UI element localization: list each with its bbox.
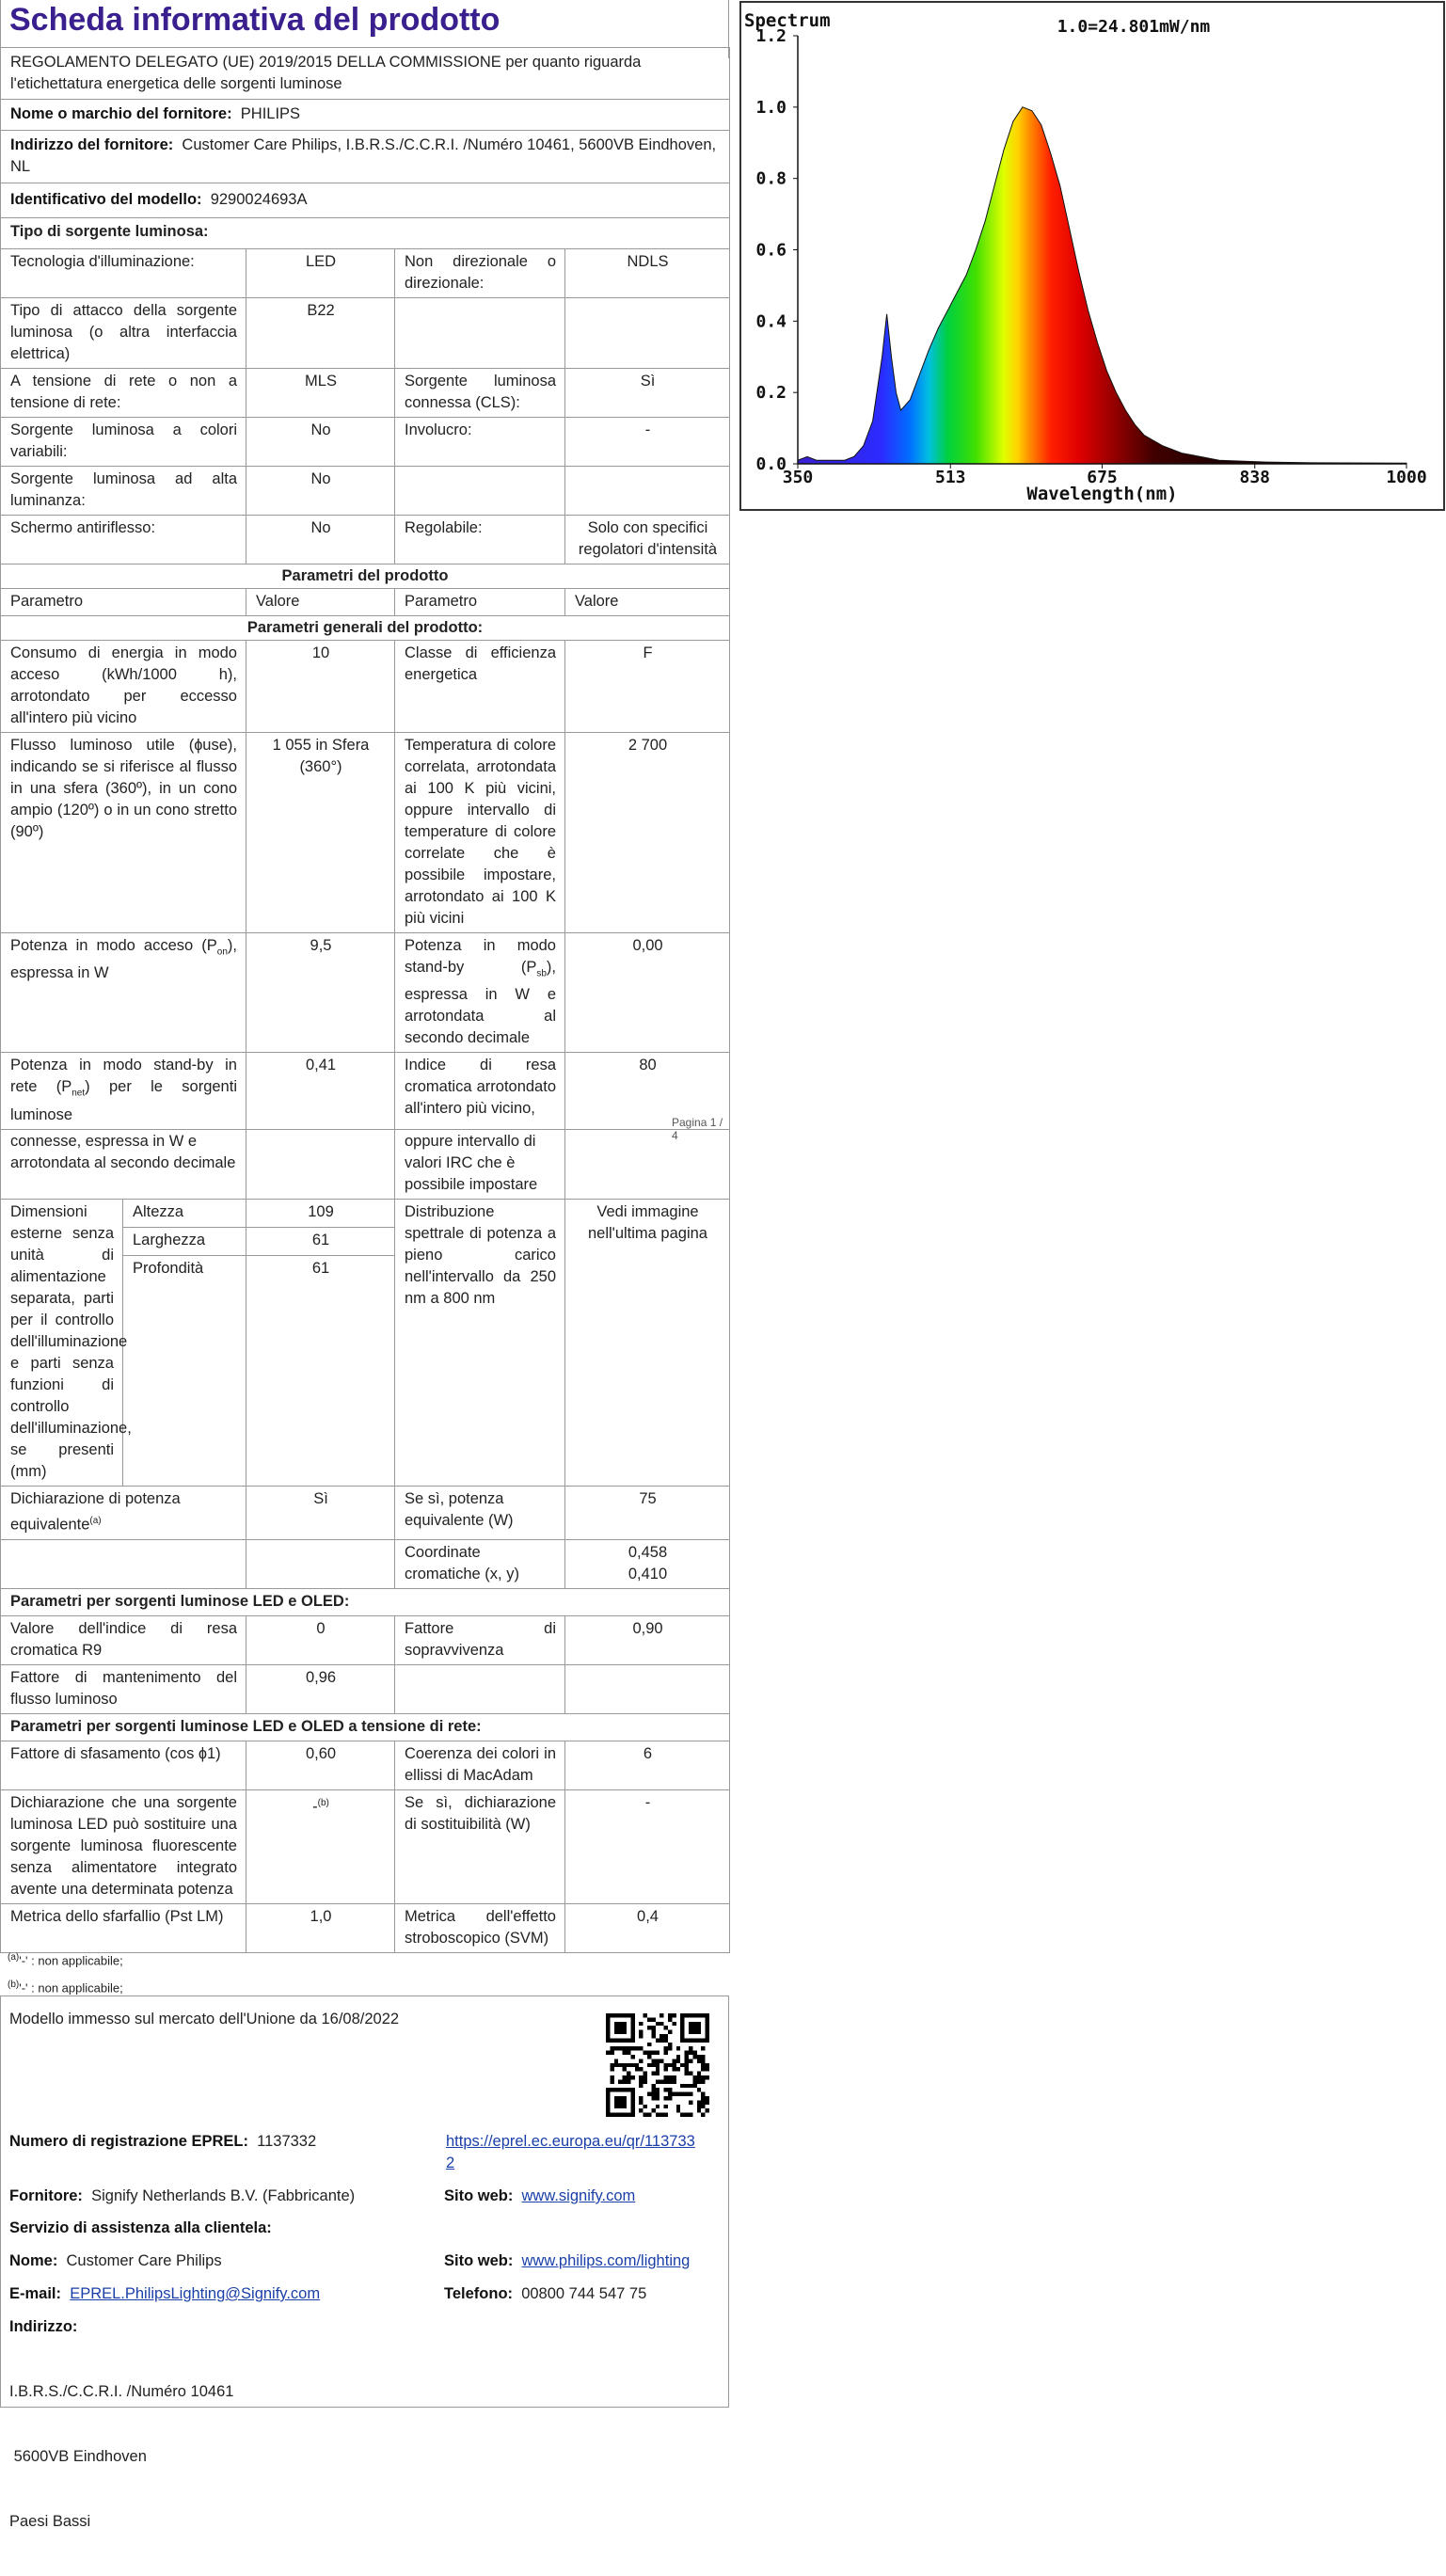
table-row bbox=[1, 516, 730, 564]
cell: Sì bbox=[565, 369, 730, 418]
spectral-value: Vedi immagine nell'ultima pagina bbox=[565, 1200, 730, 1487]
cell: 2 700 bbox=[565, 733, 730, 933]
cell: 80 bbox=[565, 1053, 730, 1129]
cell: Tipo di attacco della sorgente luminosa (o altra interfaccia elettrica) bbox=[1, 298, 246, 369]
email-row: E-mail: EPREL.PhilipsLighting@Signify.com bbox=[9, 2285, 321, 2302]
cell bbox=[395, 467, 565, 516]
cell: 0,4 bbox=[565, 1903, 730, 1952]
cell: 0 bbox=[246, 1615, 395, 1664]
cell: Potenza in modo stand-by $(P_{sb})$, espressa in W e arrotondata al secondo decimale bbox=[395, 933, 565, 1053]
table-row bbox=[1, 1741, 730, 1789]
source-type-heading: Tipo di sorgente luminosa: bbox=[1, 218, 730, 249]
cell: LED bbox=[246, 249, 395, 298]
cell: Coerenza dei colori in ellissi di MacAdam bbox=[395, 1741, 565, 1789]
cell: 10 bbox=[246, 641, 395, 733]
cell: Coordinate cromatiche (x, y) bbox=[395, 1539, 565, 1588]
cell: Involucro: bbox=[395, 418, 565, 467]
cell: 1 055 in Sfera (360°) bbox=[246, 733, 395, 933]
market-text: Modello immesso sul mercato dell'Unione da 16/08/2022 bbox=[9, 2011, 400, 2027]
table-row bbox=[1, 933, 730, 1053]
spectral-label: Distribuzione spettrale di potenza a pieno carico nell'intervallo da 250 nm a 800 nm bbox=[395, 1200, 565, 1487]
dimensions-label: Dimensioni esterne senza unità di alimentazione separata, parti per il controllo dell'illuminazione e parti senza funzioni di controllo dell'illuminazione, se presenti (mm) bbox=[1, 1200, 123, 1487]
table-row bbox=[1, 418, 730, 467]
cell: 0,96 bbox=[246, 1664, 395, 1713]
eprel-link[interactable]: https://eprel.ec.europa.eu/qr/1137332 bbox=[446, 2133, 695, 2171]
cell: Flusso luminoso utile (ɸuse), indicando se si riferisce al flusso in una sfera (360º), in un cono ampio (120º) o in un cono stretto (90º) bbox=[1, 733, 246, 933]
cell: No bbox=[246, 418, 395, 467]
note: $^{(a)}$'-' : non applicabile; bbox=[8, 1952, 123, 1968]
column-header-row bbox=[1, 589, 730, 616]
page-number: Pagina 1 / 4 bbox=[672, 1116, 723, 1142]
cell: Classe di efficienza energetica bbox=[395, 641, 565, 733]
cell: Se sì, potenza equivalente (W) bbox=[395, 1487, 565, 1540]
cell: Potenza in modo acceso $(P_{on})$, espressa in W bbox=[1, 933, 246, 1053]
model-row: Identificativo del modello: 9290024693A bbox=[1, 183, 730, 218]
cell bbox=[565, 1664, 730, 1713]
cell: oppure intervallo di valori IRC che è possibile impostare bbox=[395, 1129, 565, 1200]
address-lines: I.B.R.S./C.C.R.I. /Numéro 10461 5600VB Eindhoven Paesi Bassi bbox=[9, 2383, 234, 2530]
address-row: Indirizzo del fornitore: Customer Care Philips, I.B.R.S./C.C.R.I. /Numéro 10461, 5600VB Eindhoven, NL bbox=[1, 131, 730, 183]
x-axis-label: Wavelength(nm) bbox=[1026, 484, 1178, 504]
phone-row: Telefono: 00800 744 547 75 bbox=[444, 2285, 647, 2302]
website-link[interactable]: www.signify.com bbox=[521, 2187, 636, 2204]
col-header: Parametro bbox=[1, 589, 246, 616]
notes bbox=[8, 1946, 123, 2001]
col-header: Valore bbox=[565, 589, 730, 616]
cell: Sorgente luminosa ad alta luminanza: bbox=[1, 467, 246, 516]
info-table-page2 bbox=[0, 1129, 730, 1953]
params-heading: Parametri del prodotto bbox=[1, 564, 730, 589]
cell: Consumo di energia in modo acceso (kWh/1000 h), arrotondato per eccesso all'intero più vicino bbox=[1, 641, 246, 733]
table-row bbox=[1, 1789, 730, 1903]
cell: A tensione di rete o non a tensione di rete: bbox=[1, 369, 246, 418]
supplier-row: Nome o marchio del fornitore: PHILIPS bbox=[1, 100, 730, 131]
regulation-text: REGOLAMENTO DELEGATO (UE) 2019/2015 DELLA COMMISSIONE per quanto riguarda l'etichettatura energetica delle sorgenti luminose bbox=[1, 48, 730, 100]
note: $^{(b)}$'-' : non applicabile; bbox=[8, 1980, 123, 1996]
table-row bbox=[1, 1664, 730, 1713]
cell bbox=[1, 1539, 246, 1588]
cell: Fattore di mantenimento del flusso luminoso bbox=[1, 1664, 246, 1713]
cell: 1,0 bbox=[246, 1903, 395, 1952]
general-heading: Parametri generali del prodotto: bbox=[1, 616, 730, 641]
cell bbox=[246, 1539, 395, 1588]
cell: Indice di resa cromatica arrotondato all'intero più vicino, bbox=[395, 1053, 565, 1129]
cell: Fattore di sfasamento (cos ɸ1) bbox=[1, 1741, 246, 1789]
cell: Temperatura di colore correlata, arrotondata ai 100 K più vicini, oppure intervallo di temperature di colore correlate che è possibile impostare, arrotondato ai 100 K più vicini bbox=[395, 733, 565, 933]
cell: Sorgente luminosa connessa (CLS): bbox=[395, 369, 565, 418]
table-row bbox=[1, 249, 730, 298]
cell: connesse, espressa in W e arrotondata al secondo decimale bbox=[1, 1129, 246, 1200]
supplier-footer-row: Fornitore: Signify Netherlands B.V. (Fabbricante) bbox=[9, 2187, 356, 2204]
cell: 75 bbox=[565, 1487, 730, 1540]
col-header: Valore bbox=[246, 589, 395, 616]
cell: -$^{(b)}$ bbox=[246, 1789, 395, 1903]
cell: Metrica dell'effetto stroboscopico (SVM) bbox=[395, 1903, 565, 1952]
type-rows bbox=[1, 249, 730, 564]
cell: 9,5 bbox=[246, 933, 395, 1053]
mains-heading: Parametri per sorgenti luminose LED e OLED a tensione di rete: bbox=[1, 1713, 730, 1741]
cell: Metrica dello sfarfallio (Pst LM) bbox=[1, 1903, 246, 1952]
cell: 6 bbox=[565, 1741, 730, 1789]
cell: Fattore di sopravvivenza bbox=[395, 1615, 565, 1664]
cell bbox=[395, 298, 565, 369]
y-tick-label: 0.4 bbox=[755, 311, 787, 332]
philips-link[interactable]: www.philips.com/lighting bbox=[521, 2252, 691, 2269]
page-title: Scheda informativa del prodotto bbox=[9, 2, 501, 38]
cell bbox=[395, 1664, 565, 1713]
y-tick-label: 0.8 bbox=[755, 168, 787, 189]
y-tick-label: 1.0 bbox=[755, 97, 787, 118]
chart-annotation: 1.0=24.801mW/nm bbox=[1057, 17, 1211, 37]
cell: Solo con specifici regolatori d'intensità bbox=[565, 516, 730, 564]
table-row bbox=[1, 1487, 730, 1540]
table-row bbox=[1, 733, 730, 933]
x-tick-label: 1000 bbox=[1386, 468, 1427, 487]
address-label: Indirizzo: bbox=[9, 2318, 78, 2335]
y-tick-label: 0.0 bbox=[755, 454, 787, 474]
cell: Dichiarazione che una sorgente luminosa LED può sostituire una sorgente luminosa fluorescente senza alimentatore integrato avente una determinata potenza bbox=[1, 1789, 246, 1903]
cell: Se sì, dichiarazione di sostituibilità (W) bbox=[395, 1789, 565, 1903]
cell: Tecnologia d'illuminazione: bbox=[1, 249, 246, 298]
col-header: Parametro bbox=[395, 589, 565, 616]
cell: F bbox=[565, 641, 730, 733]
y-tick-label: 1.2 bbox=[755, 26, 787, 46]
website-row: Sito web: www.signify.com bbox=[444, 2187, 636, 2204]
cell: Valore dell'indice di resa cromatica R9 bbox=[1, 1615, 246, 1664]
cell: Schermo antiriflesso: bbox=[1, 516, 246, 564]
cell: No bbox=[246, 467, 395, 516]
table-row bbox=[1, 369, 730, 418]
dim-value: 109 bbox=[246, 1200, 395, 1228]
cell: Non direzionale o direzionale: bbox=[395, 249, 565, 298]
info-table bbox=[0, 47, 730, 1130]
cell: - bbox=[565, 418, 730, 467]
y-tick-label: 0.6 bbox=[755, 240, 787, 261]
table-row bbox=[1, 1615, 730, 1664]
table-row bbox=[1, 467, 730, 516]
cell: - bbox=[565, 1789, 730, 1903]
qr-code-icon bbox=[606, 2013, 709, 2117]
mains-rows bbox=[1, 1741, 730, 1952]
cell: Regolabile: bbox=[395, 516, 565, 564]
cell: Sorgente luminosa a colori variabili: bbox=[1, 418, 246, 467]
service-heading: Servizio di assistenza alla clientela: bbox=[9, 2219, 272, 2236]
cell: Potenza in modo stand-by in rete $(P_{net})$ per le sorgenti luminose bbox=[1, 1053, 246, 1129]
cell: 0,60 bbox=[246, 1741, 395, 1789]
x-tick-label: 350 bbox=[782, 468, 814, 487]
spectrum-chart bbox=[739, 0, 1446, 522]
eprel-row: Numero di registrazione EPREL: 1137332 bbox=[9, 2133, 317, 2150]
cell: 0,90 bbox=[565, 1615, 730, 1664]
cell bbox=[565, 1129, 730, 1200]
general-rows bbox=[1, 641, 730, 1130]
cell: NDLS bbox=[565, 249, 730, 298]
dim-label: Altezza bbox=[123, 1200, 246, 1228]
website-row-2: Sito web: www.philips.com/lighting bbox=[444, 2252, 691, 2269]
dimensions-row bbox=[1, 1200, 730, 1228]
y-tick-label: 0.2 bbox=[755, 383, 787, 404]
table-row bbox=[1, 298, 730, 369]
led-rows bbox=[1, 1615, 730, 1713]
cell: B22 bbox=[246, 298, 395, 369]
cell bbox=[246, 1129, 395, 1200]
email-link[interactable]: EPREL.PhilipsLighting@Signify.com bbox=[70, 2285, 321, 2302]
dim-label: Profondità bbox=[123, 1256, 246, 1487]
led-heading: Parametri per sorgenti luminose LED e OLED: bbox=[1, 1588, 730, 1615]
cell bbox=[565, 467, 730, 516]
cell: Dichiarazione di potenza equivalente$^{(a)}$ bbox=[1, 1487, 246, 1540]
cell: Sì bbox=[246, 1487, 395, 1540]
x-tick-label: 675 bbox=[1087, 468, 1118, 487]
dim-value: 61 bbox=[246, 1256, 395, 1487]
cell: 0,00 bbox=[565, 933, 730, 1053]
x-tick-label: 513 bbox=[934, 468, 966, 487]
table-row bbox=[1, 641, 730, 733]
cell: No bbox=[246, 516, 395, 564]
cell: 0,41 bbox=[246, 1053, 395, 1129]
x-tick-label: 838 bbox=[1239, 468, 1271, 487]
cell: MLS bbox=[246, 369, 395, 418]
dim-label: Larghezza bbox=[123, 1228, 246, 1256]
chart-title: Spectrum bbox=[744, 10, 831, 31]
dim-value: 61 bbox=[246, 1228, 395, 1256]
name-row: Nome: Customer Care Philips bbox=[9, 2252, 222, 2269]
cell bbox=[565, 298, 730, 369]
cell: 0,458 0,410 bbox=[565, 1539, 730, 1588]
table-row bbox=[1, 1053, 730, 1129]
table-row bbox=[1, 1129, 730, 1200]
table-row bbox=[1, 1539, 730, 1588]
